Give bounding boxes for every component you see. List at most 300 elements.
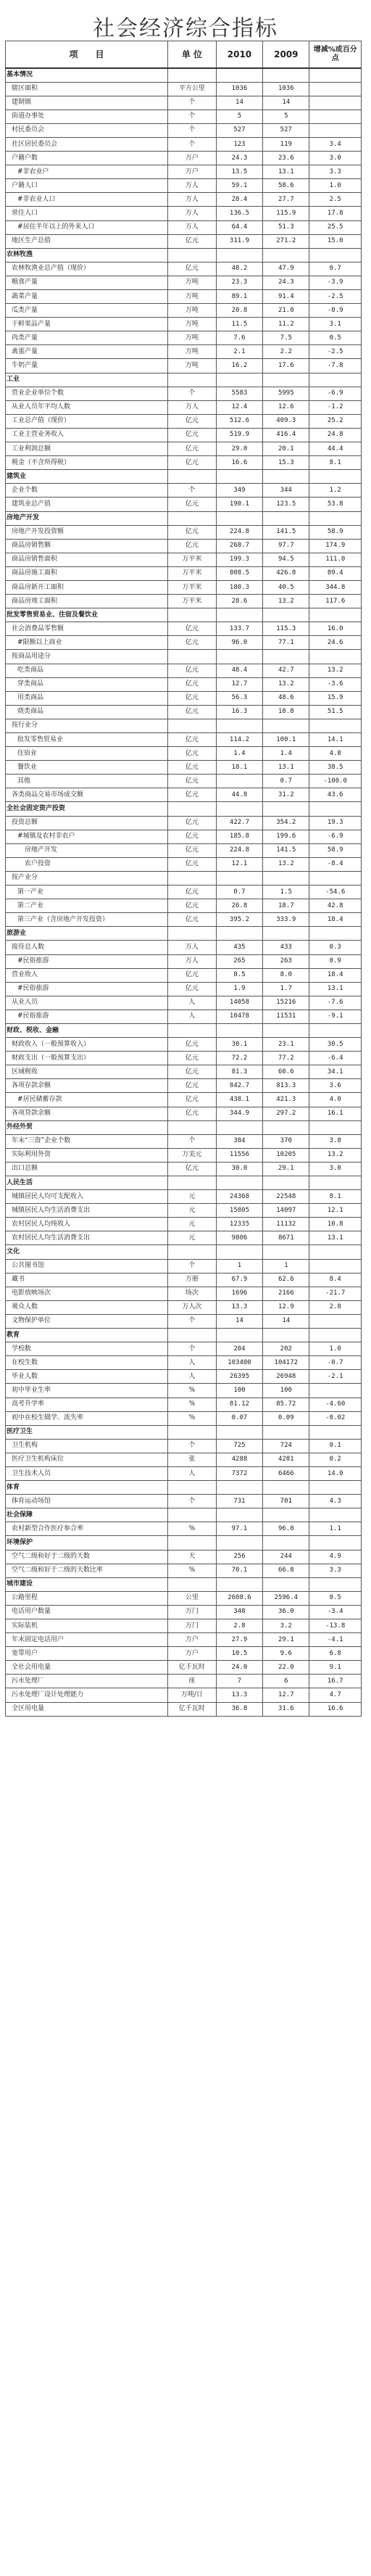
value-2010: 224.8	[216, 525, 262, 539]
value-2009: 115.9	[263, 207, 309, 220]
table-row	[6, 1522, 362, 1536]
value-2010: 435	[216, 941, 262, 954]
table-row	[6, 566, 362, 580]
value-2009: 29.1	[263, 1162, 309, 1176]
value-2010: 2.1	[216, 345, 262, 359]
unit-cell: 万户	[168, 1633, 217, 1647]
unit-cell: 亿元	[168, 747, 217, 761]
change-value: 58.9	[309, 843, 362, 857]
header-row	[6, 41, 362, 69]
value-2010: 12335	[216, 1218, 262, 1231]
table-row	[6, 733, 362, 747]
table-row	[6, 691, 362, 705]
empty-cell	[168, 1329, 217, 1342]
item-name: 商品房竣工面积	[6, 595, 168, 608]
change-value	[309, 1314, 362, 1328]
unit-cell: 亿元	[168, 428, 217, 442]
value-2009: 426.8	[263, 566, 309, 580]
item-name: 宽带用户	[6, 1647, 168, 1661]
table-row	[6, 816, 362, 830]
header-2009: 2009	[263, 41, 309, 69]
unit-cell: 个	[168, 1439, 217, 1453]
empty-cell	[216, 373, 262, 387]
change-value: 344.8	[309, 580, 362, 594]
unit-cell: 个	[168, 1495, 217, 1508]
value-2009: 36.0	[263, 1605, 309, 1619]
item-name: 体育运动场馆	[6, 1495, 168, 1508]
value-2010	[216, 650, 262, 664]
value-2009: 85.72	[263, 1398, 309, 1411]
value-2010: 30.0	[216, 1162, 262, 1176]
value-2009: 14	[263, 96, 309, 110]
empty-cell	[216, 248, 262, 262]
value-2010: 527	[216, 123, 262, 137]
item-name: 用类商品	[6, 691, 168, 705]
change-value: 0.5	[309, 1591, 362, 1605]
empty-cell	[309, 1329, 362, 1342]
table-row	[6, 1093, 362, 1107]
value-2009: 9.6	[263, 1647, 309, 1661]
value-2010: 12.1	[216, 857, 262, 871]
change-value: 25.5	[309, 220, 362, 234]
item-name: 商品房销售面积	[6, 553, 168, 566]
change-value: 18.4	[309, 968, 362, 982]
value-2010: 24368	[216, 1190, 262, 1204]
table-row	[6, 1052, 362, 1065]
table-row	[6, 886, 362, 899]
empty-cell	[309, 373, 362, 387]
value-2009: 4281	[263, 1453, 309, 1466]
change-value: 0.2	[309, 1453, 362, 1466]
unit-cell: 亿元	[168, 830, 217, 843]
unit-cell: 公里	[168, 1591, 217, 1605]
value-2009: 23.1	[263, 1038, 309, 1052]
empty-cell	[168, 1023, 217, 1037]
value-2010: 8.5	[216, 968, 262, 982]
value-2010: 5	[216, 110, 262, 123]
empty-cell	[263, 1120, 309, 1134]
value-2010: 10.5	[216, 1647, 262, 1661]
value-2009: 11132	[263, 1218, 309, 1231]
item-name: 禽蛋产量	[6, 345, 168, 359]
table-row	[6, 1259, 362, 1273]
item-name: 第一产业	[6, 886, 168, 899]
change-value: 3.6	[309, 1079, 362, 1093]
unit-cell: %	[168, 1398, 217, 1411]
empty-cell	[309, 927, 362, 941]
table-row	[6, 857, 362, 871]
value-2010: 20.8	[216, 304, 262, 318]
value-2010: 30.1	[216, 1038, 262, 1052]
section-row	[6, 470, 362, 484]
unit-cell: 人	[168, 1010, 217, 1023]
section-row	[6, 1481, 362, 1495]
value-2010: 395.2	[216, 913, 262, 927]
value-2009: 31.6	[263, 1702, 309, 1716]
table-row	[6, 1134, 362, 1148]
value-2010: 268.7	[216, 539, 262, 553]
table-row	[6, 622, 362, 636]
item-name: 村民委员会	[6, 123, 168, 137]
value-2009: 8.0	[263, 968, 309, 982]
unit-cell: 个	[168, 1342, 217, 1356]
item-name: 商品房销售额	[6, 539, 168, 553]
value-2009: 58.6	[263, 179, 309, 193]
value-2010: 11.5	[216, 318, 262, 331]
unit-cell: 个	[168, 1314, 217, 1328]
item-name: 工业总产值（现价）	[6, 414, 168, 428]
change-value: -7.6	[309, 996, 362, 1010]
value-2010: 14058	[216, 996, 262, 1010]
empty-cell	[168, 68, 217, 82]
value-2009: 18.7	[263, 899, 309, 913]
item-name: 文物保护单位	[6, 1314, 168, 1328]
change-value: 3.4	[309, 137, 362, 151]
empty-cell	[309, 1245, 362, 1259]
item-name: 实际利用外资	[6, 1148, 168, 1162]
value-2009: 22.0	[263, 1661, 309, 1675]
unit-cell: 亿元	[168, 539, 217, 553]
value-2010: 2.8	[216, 1619, 262, 1633]
empty-cell	[309, 608, 362, 622]
item-name: 全社会用电量	[6, 1661, 168, 1675]
unit-cell: 亿元	[168, 886, 217, 899]
table-row	[6, 1038, 362, 1052]
item-name: 营业收入	[6, 968, 168, 982]
item-name: 房地产开发	[6, 843, 168, 857]
item-name: 年末固定电话用户	[6, 1633, 168, 1647]
empty-cell	[263, 68, 309, 82]
unit-cell: 个	[168, 123, 217, 137]
item-name: 观众人数	[6, 1300, 168, 1314]
value-2009: 27.7	[263, 193, 309, 207]
item-name: 蔬菜产量	[6, 290, 168, 304]
change-value: 34.1	[309, 1065, 362, 1079]
value-2009: 13.2	[263, 857, 309, 871]
section-row	[6, 1536, 362, 1550]
change-value: 18.4	[309, 913, 362, 927]
section-row	[6, 511, 362, 525]
unit-cell: 万人	[168, 220, 217, 234]
change-value: -8.4	[309, 857, 362, 871]
change-value: 53.8	[309, 498, 362, 511]
table-row	[6, 830, 362, 843]
value-2009: 2596.4	[263, 1591, 309, 1605]
value-2009: 21.0	[263, 304, 309, 318]
unit-cell: 元	[168, 1218, 217, 1231]
empty-cell	[309, 1481, 362, 1495]
item-name: 税金（不含所得税）	[6, 456, 168, 470]
empty-cell	[168, 1176, 217, 1190]
table-row	[6, 387, 362, 400]
item-name: 城镇居民人均可支配收入	[6, 1190, 168, 1204]
table-row	[6, 484, 362, 498]
unit-cell: 平方公里	[168, 82, 217, 96]
item-name: 第二产业	[6, 899, 168, 913]
value-2009: 5	[263, 110, 309, 123]
unit-cell: 亿元	[168, 761, 217, 775]
unit-cell: 万人次	[168, 1300, 217, 1314]
change-value: -3.4	[309, 1605, 362, 1619]
table-row	[6, 677, 362, 691]
unit-cell: 亿元	[168, 1052, 217, 1065]
unit-cell: 个	[168, 137, 217, 151]
change-value	[309, 650, 362, 664]
item-name: 区域税收	[6, 1065, 168, 1079]
unit-cell: 亿元	[168, 968, 217, 982]
value-2010: 48.2	[216, 262, 262, 276]
value-2009: 433	[263, 941, 309, 954]
unit-cell: 亿元	[168, 456, 217, 470]
section-heading: 批发零售贸易业、住宿及餐饮业	[6, 608, 168, 622]
unit-cell: 个	[168, 1259, 217, 1273]
unit-cell: 亿元	[168, 442, 217, 456]
empty-cell	[309, 1577, 362, 1591]
change-value: 0.1	[309, 1439, 362, 1453]
empty-cell	[168, 1425, 217, 1439]
table-header	[6, 41, 362, 69]
value-2010: 29.0	[216, 442, 262, 456]
table-row	[6, 1688, 362, 1702]
value-2010: 9806	[216, 1231, 262, 1245]
unit-cell: 天	[168, 1550, 217, 1564]
value-2010: 512.6	[216, 414, 262, 428]
table-row	[6, 152, 362, 165]
change-value: 4.0	[309, 1093, 362, 1107]
change-value: 25.2	[309, 414, 362, 428]
unit-cell: 万户	[168, 152, 217, 165]
empty-cell	[168, 927, 217, 941]
value-2009: 17.6	[263, 359, 309, 373]
change-value	[309, 871, 362, 885]
unit-cell: 亿元	[168, 677, 217, 691]
section-heading: 医疗卫生	[6, 1425, 168, 1439]
section-heading: 财政、税收、金融	[6, 1023, 168, 1037]
value-2009: 370	[263, 1134, 309, 1148]
value-2010: 438.1	[216, 1093, 262, 1107]
change-value: 16.0	[309, 622, 362, 636]
table-row	[6, 580, 362, 594]
change-value: 16.1	[309, 1107, 362, 1120]
empty-cell	[263, 1481, 309, 1495]
table-row	[6, 941, 362, 954]
unit-cell: 亿元	[168, 636, 217, 650]
item-name: 污水处理厂设计处理能力	[6, 1688, 168, 1702]
empty-cell	[216, 470, 262, 484]
value-2009: 123.5	[263, 498, 309, 511]
table-row	[6, 1370, 362, 1384]
value-2009: 271.2	[263, 234, 309, 248]
item-name: 建筑业总产值	[6, 498, 168, 511]
value-2010: 89.1	[216, 290, 262, 304]
value-2010: 70.1	[216, 1564, 262, 1577]
item-name: 出口总额	[6, 1162, 168, 1176]
item-name: 商品房施工面积	[6, 566, 168, 580]
value-2010: 185.8	[216, 830, 262, 843]
value-2009: 1	[263, 1259, 309, 1273]
value-2009: 26948	[263, 1370, 309, 1384]
table-row	[6, 179, 362, 193]
table-row	[6, 1398, 362, 1411]
item-name: #民俗旅游	[6, 954, 168, 968]
unit-cell: 万人	[168, 193, 217, 207]
value-2009	[263, 871, 309, 885]
item-name: 建制镇	[6, 96, 168, 110]
value-2009: 77.2	[263, 1052, 309, 1065]
value-2010: 14	[216, 96, 262, 110]
unit-cell: %	[168, 1522, 217, 1536]
empty-cell	[263, 1176, 309, 1190]
unit-cell: 万美元	[168, 1148, 217, 1162]
value-2009: 333.9	[263, 913, 309, 927]
table-row	[6, 899, 362, 913]
item-name: 卫生机构	[6, 1439, 168, 1453]
header-item: 项 目	[6, 41, 168, 69]
section-heading: 建筑业	[6, 470, 168, 484]
table-row	[6, 456, 362, 470]
item-name: #民俗旅游	[6, 982, 168, 996]
item-name: 农村新型合作医疗参合率	[6, 1522, 168, 1536]
empty-cell	[309, 1023, 362, 1037]
unit-cell	[168, 650, 217, 664]
item-name: 地区生产总值	[6, 234, 168, 248]
change-value: 8.4	[309, 1273, 362, 1287]
section-row	[6, 1425, 362, 1439]
value-2010: 44.8	[216, 788, 262, 802]
table-row	[6, 1300, 362, 1314]
empty-cell	[168, 373, 217, 387]
value-2010: 7372	[216, 1466, 262, 1480]
change-value: 8.1	[309, 456, 362, 470]
item-name: 按行业分	[6, 719, 168, 732]
change-value: -6.9	[309, 387, 362, 400]
item-name: 户籍人口	[6, 179, 168, 193]
item-name: #居民储蓄存款	[6, 1093, 168, 1107]
table-row	[6, 290, 362, 304]
value-2010: 725	[216, 1439, 262, 1453]
change-value: 10.8	[309, 1218, 362, 1231]
empty-cell	[216, 1425, 262, 1439]
change-value: 51.5	[309, 705, 362, 719]
change-value: 13.1	[309, 1231, 362, 1245]
value-2010: 422.7	[216, 816, 262, 830]
value-2009: 12.6	[263, 400, 309, 414]
table-row	[6, 1287, 362, 1300]
value-2009: 24.3	[263, 276, 309, 289]
empty-cell	[263, 511, 309, 525]
unit-cell: 万人	[168, 400, 217, 414]
unit-cell: 亿元	[168, 1079, 217, 1093]
unit-cell: 元	[168, 1190, 217, 1204]
value-2010: 5583	[216, 387, 262, 400]
item-name: 卫生技术人员	[6, 1466, 168, 1480]
value-2009	[263, 650, 309, 664]
change-value: 3.8	[309, 1134, 362, 1148]
section-row	[6, 1508, 362, 1522]
section-heading: 外经外贸	[6, 1120, 168, 1134]
value-2009: 60.6	[263, 1065, 309, 1079]
value-2010: 344.9	[216, 1107, 262, 1120]
unit-cell: 个	[168, 110, 217, 123]
value-2009: 2166	[263, 1287, 309, 1300]
unit-cell: 万户	[168, 165, 217, 179]
unit-cell: 人	[168, 1356, 217, 1370]
empty-cell	[168, 1577, 217, 1591]
value-2010: 842.7	[216, 1079, 262, 1093]
change-value: -100.0	[309, 775, 362, 788]
table-row	[6, 996, 362, 1010]
value-2009: 29.1	[263, 1633, 309, 1647]
value-2009: 13.1	[263, 761, 309, 775]
unit-cell: 亿元	[168, 1038, 217, 1052]
table-row	[6, 553, 362, 566]
table-row	[6, 137, 362, 151]
change-value: 44.4	[309, 442, 362, 456]
table-row	[6, 207, 362, 220]
unit-cell: 亿元	[168, 788, 217, 802]
value-2009: 3.2	[263, 1619, 309, 1633]
value-2009: 202	[263, 1342, 309, 1356]
section-heading: 旅游业	[6, 927, 168, 941]
change-value: -4.1	[309, 1633, 362, 1647]
table-row	[6, 1439, 362, 1453]
change-value: 8.1	[309, 1190, 362, 1204]
unit-cell: 个	[168, 387, 217, 400]
change-value: 4.9	[309, 1550, 362, 1564]
table-row	[6, 636, 362, 650]
item-name: #城镇及农村非农户	[6, 830, 168, 843]
empty-cell	[168, 470, 217, 484]
empty-cell	[263, 608, 309, 622]
section-heading: 人民生活	[6, 1176, 168, 1190]
item-name: 其他	[6, 775, 168, 788]
empty-cell	[168, 1536, 217, 1550]
table-row	[6, 1605, 362, 1619]
value-2009: 104172	[263, 1356, 309, 1370]
section-row	[6, 1245, 362, 1259]
value-2009: 199.6	[263, 830, 309, 843]
value-2009: 100	[263, 1384, 309, 1398]
empty-cell	[263, 373, 309, 387]
unit-cell: 万吨	[168, 304, 217, 318]
empty-cell	[168, 1245, 217, 1259]
item-name: #民俗旅游	[6, 1010, 168, 1023]
change-value: 13.2	[309, 664, 362, 677]
change-value: 30.5	[309, 1038, 362, 1052]
section-row	[6, 927, 362, 941]
section-heading: 农林牧渔	[6, 248, 168, 262]
section-row	[6, 68, 362, 82]
unit-cell: 亿元	[168, 1162, 217, 1176]
value-2010	[216, 775, 262, 788]
change-value: 2.5	[309, 193, 362, 207]
empty-cell	[216, 802, 262, 816]
change-value	[309, 82, 362, 96]
change-value: 16.6	[309, 1702, 362, 1716]
value-2009: 141.5	[263, 843, 309, 857]
change-value: 0.3	[309, 941, 362, 954]
value-2009: 527	[263, 123, 309, 137]
value-2010: 2608.6	[216, 1591, 262, 1605]
table-row	[6, 1466, 362, 1480]
unit-cell: 亿元	[168, 664, 217, 677]
change-value: 117.6	[309, 595, 362, 608]
value-2010: 67.9	[216, 1273, 262, 1287]
section-row	[6, 802, 362, 816]
item-name: 房地产开发投资额	[6, 525, 168, 539]
unit-cell: 元	[168, 1231, 217, 1245]
item-name: 财政支出（一般预算支出）	[6, 1052, 168, 1065]
